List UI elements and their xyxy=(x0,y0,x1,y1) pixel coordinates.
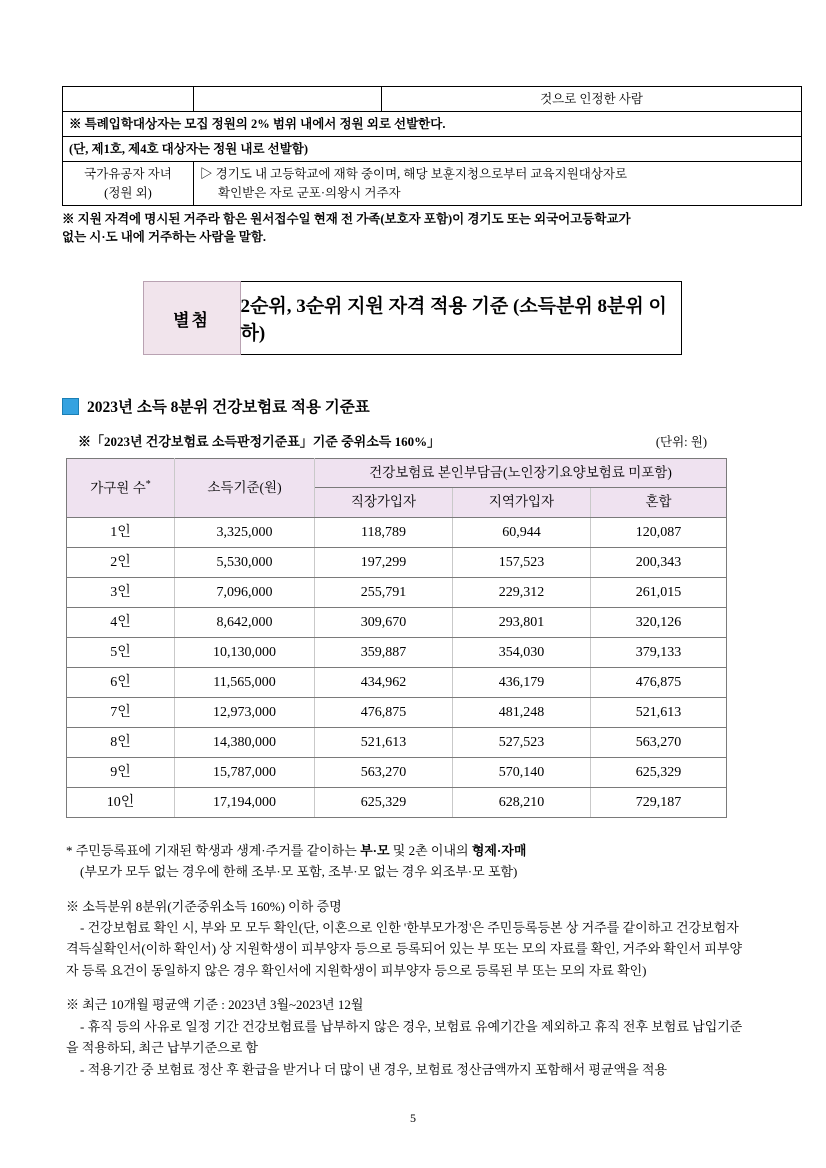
footnote-1-part-d: 형제·자매 xyxy=(471,842,527,858)
table-row xyxy=(63,112,802,137)
table-header-row xyxy=(67,459,727,488)
header-mixed: 혼합 xyxy=(591,488,727,517)
footnote-settlement: - 적용기간 중 보험료 정산 후 환급을 받거나 더 많이 낸 경우, 보험료 정산금액까지 포함해서 평균액을 적용 xyxy=(80,1061,668,1077)
section-subnote: ※「2023년 건강보험료 소득판정기준표」기준 중위소득 160%」 xyxy=(78,434,441,450)
cell-household: 9인 xyxy=(67,757,175,787)
footnote-grandparent-note: (부모가 모두 없는 경우에 한해 조부·모 포함, 조부·모 없는 경우 외조부·모 포함) xyxy=(80,864,518,880)
cell-household: 5인 xyxy=(67,637,175,667)
cell-household: 2인 xyxy=(67,547,175,577)
cell-employee: 434,962 xyxy=(315,667,453,697)
table-row xyxy=(67,607,727,637)
footnote-leave-line1: - 휴직 등의 사유로 일정 기간 건강보험료를 납부하지 않은 경우, 보험료 유예기간을 제외하고 휴직 전후 보험료 납입기준 xyxy=(80,1018,743,1034)
cell-blank-2 xyxy=(194,87,382,112)
veteran-desc-line2: 확인받은 자로 군포·의왕시 거주자 xyxy=(218,185,401,200)
cell-veteran-children xyxy=(63,162,194,205)
cell-mixed: 476,875 xyxy=(591,667,727,697)
footnote-1-part-b: 부·모 xyxy=(360,842,390,858)
cell-regional: 628,210 xyxy=(453,787,591,817)
cell-household: 4인 xyxy=(67,607,175,637)
residency-note-line1: ※ 지원 자격에 명시된 거주라 함은 원서접수일 현재 전 가족(보호자 포함)이 경기도 또는 외국어고등학교가 xyxy=(62,211,631,226)
section-heading-text: 2023년 소득 8분위 건강보험료 적용 기준표 xyxy=(87,399,370,417)
cell-mixed: 379,133 xyxy=(591,637,727,667)
header-household-size xyxy=(67,459,175,518)
cell-regional: 229,312 xyxy=(453,577,591,607)
cell-employee: 359,887 xyxy=(315,637,453,667)
attachment-tag: 별첨 xyxy=(143,281,241,355)
cell-special-admission-note: ※ 특례입학대상자는 모집 정원의 2% 범위 내에서 정원 외로 선발한다. xyxy=(63,112,802,137)
cell-income: 10,130,000 xyxy=(175,637,315,667)
cell-income: 12,973,000 xyxy=(175,697,315,727)
cell-income: 14,380,000 xyxy=(175,727,315,757)
veteran-children-line2: (정원 외) xyxy=(104,185,152,200)
veteran-children-line1: 국가유공자 자녀 xyxy=(84,167,172,182)
footnote-leave-line2: 을 적용하되, 최근 납부기준으로 함 xyxy=(66,1040,259,1056)
table-row xyxy=(67,697,727,727)
table-row xyxy=(67,577,727,607)
cell-mixed: 320,126 xyxy=(591,607,727,637)
cell-regional: 157,523 xyxy=(453,547,591,577)
cell-household: 6인 xyxy=(67,667,175,697)
cell-recognized-person: 것으로 인정한 사람 xyxy=(382,87,802,112)
cell-income: 15,787,000 xyxy=(175,757,315,787)
header-household-size-text: 가구원 수 xyxy=(90,480,146,496)
cell-employee: 563,270 xyxy=(315,757,453,787)
header-household-size-sup: * xyxy=(145,479,151,490)
header-regional-subscriber: 지역가입자 xyxy=(453,488,591,517)
cell-special-admission-subnote: (단, 제1호, 제4호 대상자는 정원 내로 선발함) xyxy=(63,137,802,162)
table-row xyxy=(67,667,727,697)
table-row xyxy=(67,727,727,757)
cell-veteran-children-desc xyxy=(194,162,802,205)
footnote-verification-line1: - 건강보험료 확인 시, 부와 모 모두 확인(단, 이혼으로 인한 '한부모가정'은 주민등록등본 상 거주를 같이하고 건강보험자 xyxy=(80,919,739,935)
cell-employee: 476,875 xyxy=(315,697,453,727)
residency-note-line2: 없는 시·도 내에 거주하는 사람을 말함. xyxy=(62,230,267,245)
cell-employee: 118,789 xyxy=(315,517,453,547)
cell-mixed: 563,270 xyxy=(591,727,727,757)
cell-mixed: 729,187 xyxy=(591,787,727,817)
table-row xyxy=(67,547,727,577)
header-income-standard: 소득기준(원) xyxy=(175,459,315,518)
footnote-1-part-a: * 주민등록표에 기재된 학생과 생계·주거를 같이하는 xyxy=(66,842,361,858)
cell-income: 7,096,000 xyxy=(175,577,315,607)
page-content xyxy=(62,86,762,1080)
footnotes xyxy=(62,840,762,1080)
insurance-premium-table xyxy=(66,458,727,818)
cell-mixed: 625,329 xyxy=(591,757,727,787)
cell-household: 8인 xyxy=(67,727,175,757)
cell-mixed: 261,015 xyxy=(591,577,727,607)
header-premium-group: 건강보험료 본인부담금(노인장기요양보험료 미포함) xyxy=(315,459,727,488)
cell-regional: 527,523 xyxy=(453,727,591,757)
section-subnote-row xyxy=(62,431,762,450)
cell-mixed: 200,343 xyxy=(591,547,727,577)
header-employee-subscriber: 직장가입자 xyxy=(315,488,453,517)
cell-employee: 309,670 xyxy=(315,607,453,637)
table-row xyxy=(67,637,727,667)
table-row xyxy=(63,87,802,112)
residency-note xyxy=(62,210,762,248)
cell-income: 11,565,000 xyxy=(175,667,315,697)
section-heading xyxy=(62,395,762,417)
attachment-banner xyxy=(62,281,762,355)
blue-square-icon xyxy=(62,398,79,415)
cell-household: 10인 xyxy=(67,787,175,817)
cell-blank-1 xyxy=(63,87,194,112)
attachment-title: 2순위, 3순위 지원 자격 적용 기준 (소득분위 8분위 이하) xyxy=(241,281,682,355)
cell-household: 7인 xyxy=(67,697,175,727)
cell-regional: 570,140 xyxy=(453,757,591,787)
cell-income: 8,642,000 xyxy=(175,607,315,637)
cell-household: 3인 xyxy=(67,577,175,607)
cell-regional: 60,944 xyxy=(453,517,591,547)
cell-income: 17,194,000 xyxy=(175,787,315,817)
cell-employee: 255,791 xyxy=(315,577,453,607)
footnote-verification-line2: 격득실확인서(이하 확인서) 상 지원학생이 피부양자 등으로 등록되어 있는 부 또는 모의 자료를 확인, 거주와 확인서 피부양 xyxy=(66,941,743,957)
footnote-average-period: ※ 최근 10개월 평균액 기준 : 2023년 3월~2023년 12월 xyxy=(66,997,364,1013)
footnote-1-part-c: 및 2촌 이내의 xyxy=(389,842,472,858)
cell-regional: 293,801 xyxy=(453,607,591,637)
eligibility-table xyxy=(62,86,802,206)
page-number: 5 xyxy=(410,1111,416,1125)
cell-employee: 197,299 xyxy=(315,547,453,577)
table-row xyxy=(67,757,727,787)
insurance-table-body xyxy=(67,517,727,817)
section-unit: (단위: 원) xyxy=(655,435,707,450)
footnote-income-bracket: ※ 소득분위 8분위(기준중위소득 160%) 이하 증명 xyxy=(66,898,342,914)
cell-mixed: 120,087 xyxy=(591,517,727,547)
cell-regional: 436,179 xyxy=(453,667,591,697)
table-row xyxy=(63,137,802,162)
cell-regional: 481,248 xyxy=(453,697,591,727)
table-row xyxy=(67,787,727,817)
cell-employee: 625,329 xyxy=(315,787,453,817)
cell-household: 1인 xyxy=(67,517,175,547)
cell-employee: 521,613 xyxy=(315,727,453,757)
cell-regional: 354,030 xyxy=(453,637,591,667)
cell-mixed: 521,613 xyxy=(591,697,727,727)
cell-income: 5,530,000 xyxy=(175,547,315,577)
cell-income: 3,325,000 xyxy=(175,517,315,547)
table-row xyxy=(67,517,727,547)
veteran-desc-line1: ▷ 경기도 내 고등학교에 재학 중이며, 해당 보훈지청으로부터 교육지원대상자로 xyxy=(200,167,628,182)
footnote-verification-line3: 자 등록 요건이 동일하지 않은 경우 확인서에 지원학생이 피부양자 등으로 등록된 부 또는 모의 자료 확인) xyxy=(66,962,647,978)
table-row xyxy=(63,162,802,205)
footnote-family-definition xyxy=(66,840,762,861)
